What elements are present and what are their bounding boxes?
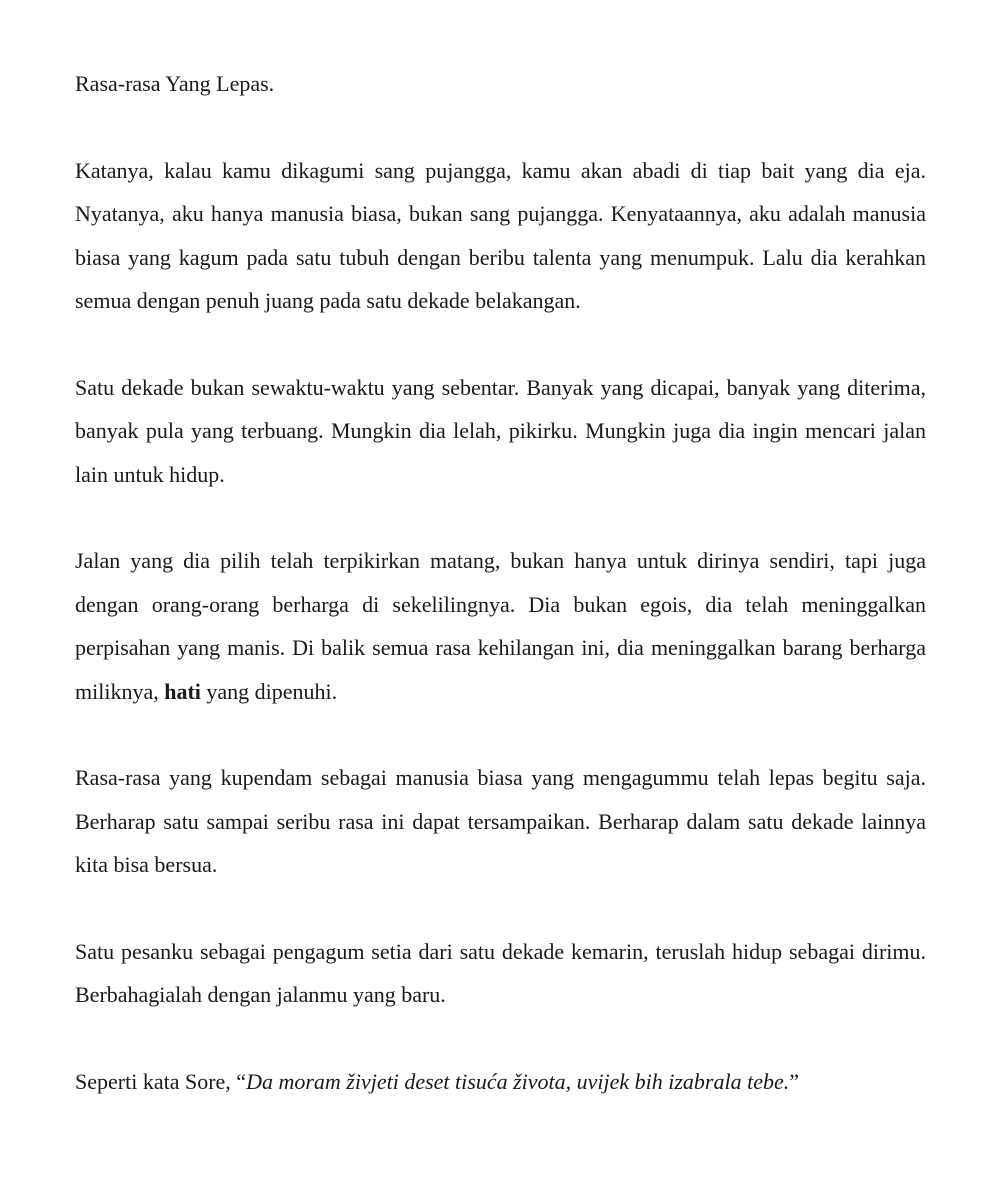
paragraph-5: Satu pesanku sebagai pengagum setia dari satu dekade kemarin, teruslah hidup sebagai dirimu. Berbahagialah dengan jalanmu yang baru. [75,939,926,1008]
paragraph-1: Katanya, kalau kamu dikagumi sang pujangga, kamu akan abadi di tiap bait yang dia eja. Nyatanya, aku hanya manusia biasa, bukan sang pujangga. Kenyataannya, aku adalah manusia biasa yang kagum pada satu tubuh dengan beribu talenta yang menumpuk. Lalu dia kerahkan semua dengan penuh juang pada satu dekade belakangan. [75,157,926,314]
document-body [75,62,926,1104]
paragraph-3-text-before: Jalan yang dia pilih telah terpikirkan matang, bukan hanya untuk dirinya sendiri, tapi juga dengan orang-orang berharga di sekelilingnya. Dia bukan egois, dia telah meninggalkan perpisahan yang manis. Di balik semua rasa kehilangan ini, dia meninggalkan barang berharga miliknya, [75,548,926,704]
paragraph-2: Satu dekade bukan sewaktu-waktu yang sebentar. Banyak yang dicapai, banyak yang diterima, banyak pula yang terbuang. Mungkin dia lelah, pikirku. Mungkin juga dia ingin mencari jalan lain untuk hidup. [75,374,926,487]
emphasis-hati: hati [164,678,201,704]
closing-quote-line [75,1060,926,1103]
paragraph-3 [75,539,926,713]
document-title: Rasa-rasa Yang Lepas. [75,71,275,96]
paragraph-3-text-after: yang dipenuhi. [200,678,338,704]
closing-lead: Seperti kata Sore, “ [75,1069,247,1095]
closing-quote: Da moram živjeti deset tisuća života, uvijek bih izabrala tebe. [246,1069,790,1095]
paragraph-4: Rasa-rasa yang kupendam sebagai manusia biasa yang mengagummu telah lepas begitu saja. Berharap satu sampai seribu rasa ini dapat tersampaikan. Berharap dalam satu dekade lainnya kita bisa bersua. [75,765,926,878]
closing-quote-mark: ” [789,1069,800,1095]
